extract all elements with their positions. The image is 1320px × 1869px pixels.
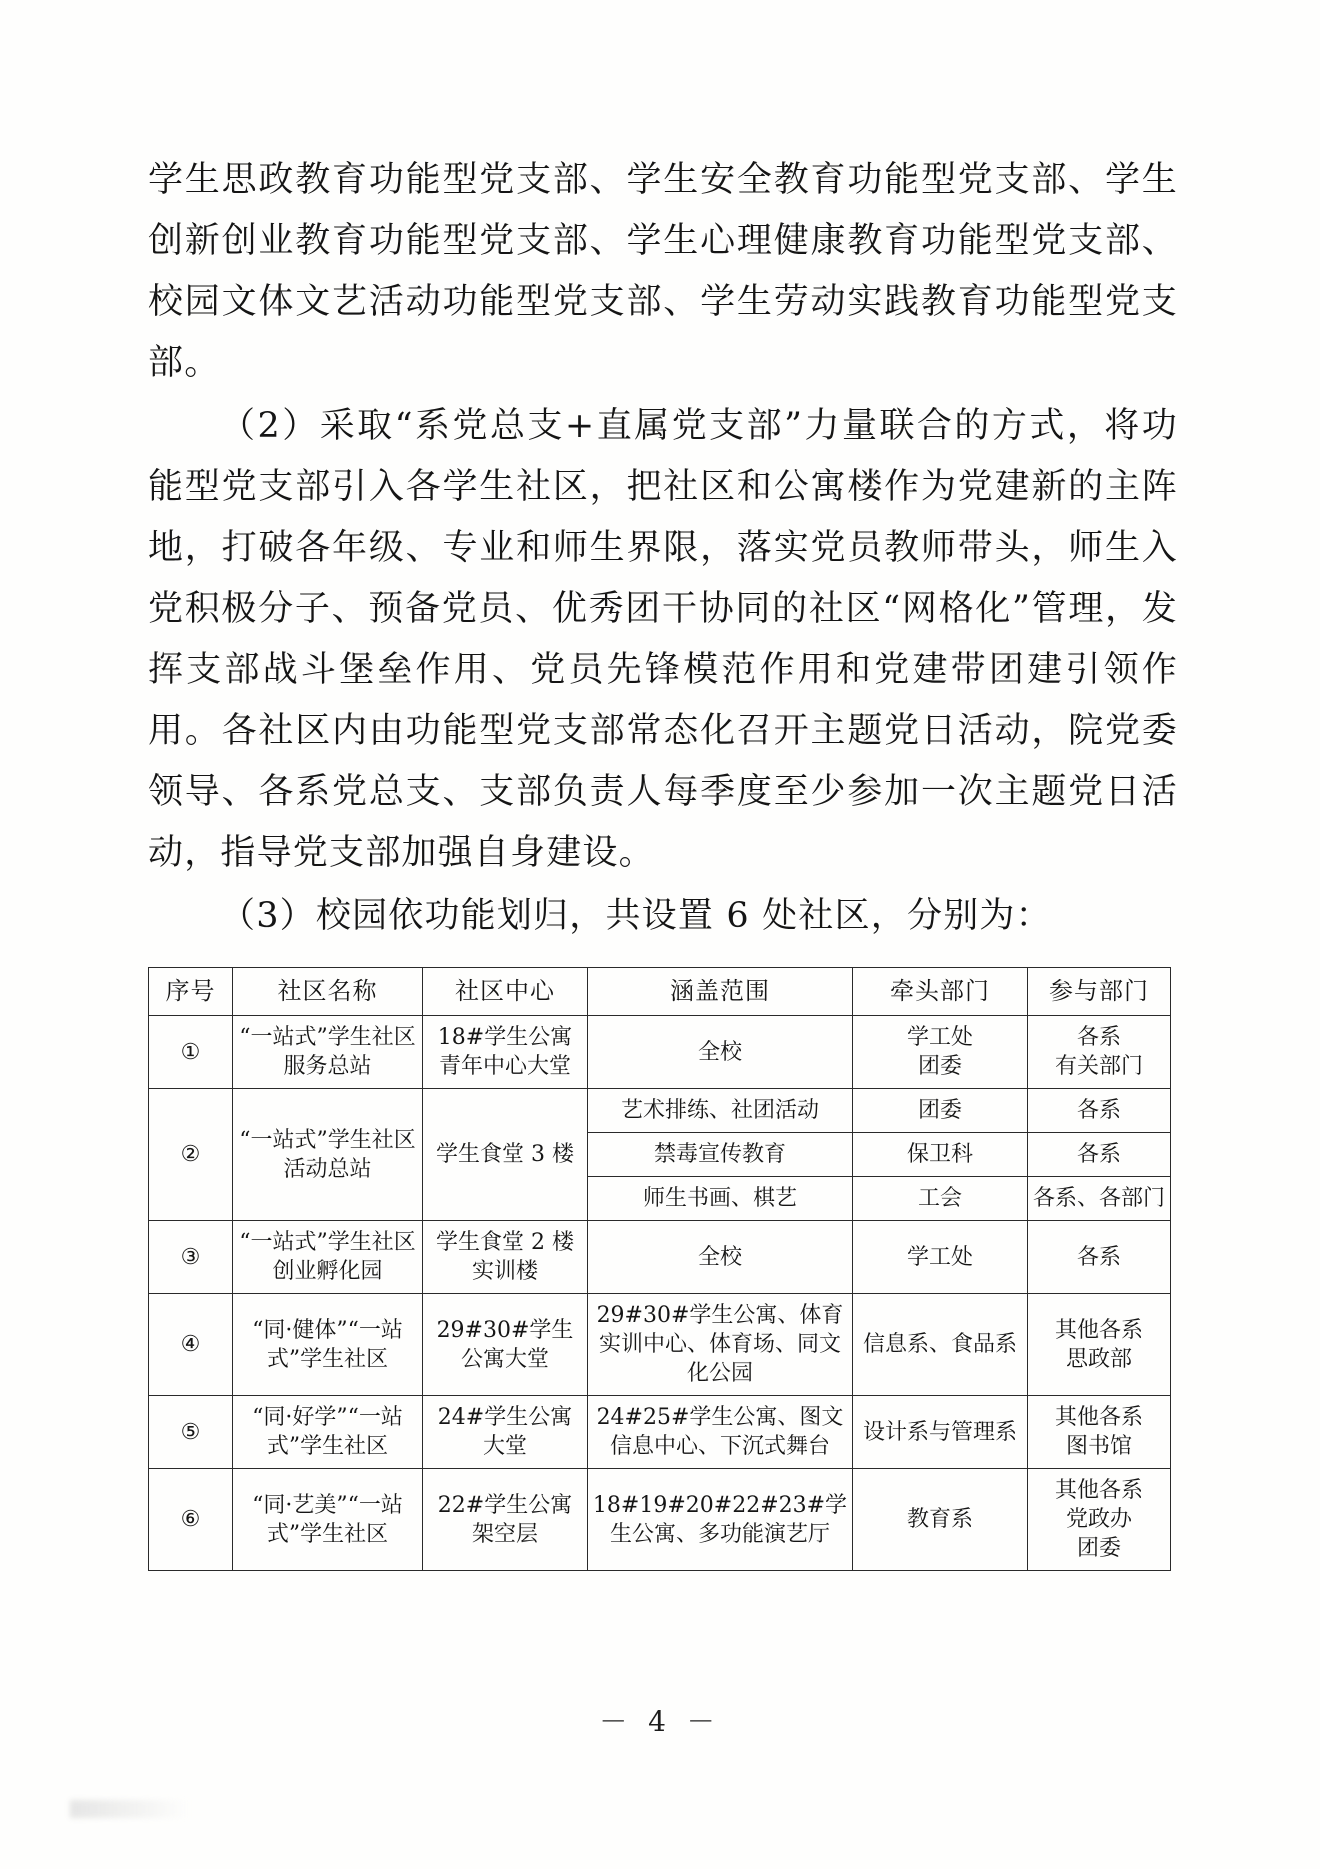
cell-no: ②: [149, 1089, 233, 1221]
scan-smudge: [70, 1800, 190, 1818]
cell-name: “同·好学”“一站式”学生社区: [233, 1396, 423, 1469]
table-row: [149, 1089, 1171, 1133]
paragraph-1: 学生思政教育功能型党支部、学生安全教育功能型党支部、学生创新创业教育功能型党支部、学生心理健康教育功能型党支部、校园文体文艺活动功能型党支部、学生劳动实践教育功能型党支部。: [148, 160, 1178, 383]
cell-scope: 全校: [588, 1016, 853, 1089]
cell-name: “一站式”学生社区服务总站: [233, 1016, 423, 1089]
cell-center: 24#学生公寓大堂: [423, 1396, 588, 1469]
cell-lead: 教育系: [853, 1469, 1028, 1571]
table-row: [149, 1294, 1171, 1396]
table-header-row: [149, 968, 1171, 1016]
cell-scope: 29#30#学生公寓、体育实训中心、体育场、同文化公园: [588, 1294, 853, 1396]
cell-no: ⑥: [149, 1469, 233, 1571]
cell-lead: 团委: [853, 1089, 1028, 1133]
cell-center: 学生食堂 2 楼实训楼: [423, 1221, 588, 1294]
cell-participants: 各系: [1028, 1089, 1171, 1133]
cell-lead: 工会: [853, 1177, 1028, 1221]
document-body: [148, 150, 1178, 1571]
paragraph-3: （3）校园依功能划归，共设置 6 处社区，分别为：: [220, 896, 1052, 936]
cell-participants: 各系 有关部门: [1028, 1016, 1171, 1089]
paragraph-2: （2）采取“系党总支+直属党支部”力量联合的方式，将功能型党支部引入各学生社区，把社区和公寓楼作为党建新的主阵地，打破各年级、专业和师生界限，落实党员教师带头，师生入党积极分子、预备党员、优秀团干协同的社区“网格化”管理，发挥支部战斗堡垒作用、党员先锋模范作用和党建带团建引领作用。各社区内由功能型党支部常态化召开主题党日活动，院党委领导、各系党总支、支部负责人每季度至少参加一次主题党日活动，指导党支部加强自身建设。: [148, 406, 1178, 873]
community-table-wrapper: [148, 967, 1170, 1571]
table-header-scope: 涵盖范围: [588, 968, 853, 1016]
table-header-participants: 参与部门: [1028, 968, 1171, 1016]
cell-no: ④: [149, 1294, 233, 1396]
cell-center: 学生食堂 3 楼: [423, 1089, 588, 1221]
table-header-name: 社区名称: [233, 968, 423, 1016]
cell-center: 29#30#学生公寓大堂: [423, 1294, 588, 1396]
cell-no: ①: [149, 1016, 233, 1089]
cell-scope: 18#19#20#22#23#学生公寓、多功能演艺厅: [588, 1469, 853, 1571]
table-row: [149, 1469, 1171, 1571]
cell-lead: 学工处 团委: [853, 1016, 1028, 1089]
table-row: [149, 1016, 1171, 1089]
cell-name: “一站式”学生社区活动总站: [233, 1089, 423, 1221]
cell-center: 18#学生公寓青年中心大堂: [423, 1016, 588, 1089]
cell-participants: 其他各系 党政办 团委: [1028, 1469, 1171, 1571]
cell-lead: 学工处: [853, 1221, 1028, 1294]
cell-participants: 各系: [1028, 1221, 1171, 1294]
cell-scope: 24#25#学生公寓、图文信息中心、下沉式舞台: [588, 1396, 853, 1469]
table-row: [149, 1396, 1171, 1469]
cell-lead: 信息系、食品系: [853, 1294, 1028, 1396]
cell-lead: 设计系与管理系: [853, 1396, 1028, 1469]
community-table: [148, 967, 1171, 1571]
cell-no: ⑤: [149, 1396, 233, 1469]
cell-participants: 其他各系 思政部: [1028, 1294, 1171, 1396]
cell-scope: 全校: [588, 1221, 853, 1294]
cell-scope: 禁毒宣传教育: [588, 1133, 853, 1177]
cell-scope: 师生书画、棋艺: [588, 1177, 853, 1221]
cell-lead: 保卫科: [853, 1133, 1028, 1177]
cell-participants: 各系、各部门: [1028, 1177, 1171, 1221]
table-header-lead: 牵头部门: [853, 968, 1028, 1016]
cell-name: “同·健体”“一站式”学生社区: [233, 1294, 423, 1396]
cell-scope: 艺术排练、社团活动: [588, 1089, 853, 1133]
cell-center: 22#学生公寓架空层: [423, 1469, 588, 1571]
table-header-no: 序号: [149, 968, 233, 1016]
table-row: [149, 1221, 1171, 1294]
cell-participants: 其他各系 图书馆: [1028, 1396, 1171, 1469]
cell-participants: 各系: [1028, 1133, 1171, 1177]
cell-name: “同·艺美”“一站式”学生社区: [233, 1469, 423, 1571]
table-header-center: 社区中心: [423, 968, 588, 1016]
cell-name: “一站式”学生社区创业孵化园: [233, 1221, 423, 1294]
page-number: － 4 －: [599, 1705, 721, 1738]
cell-no: ③: [149, 1221, 233, 1294]
